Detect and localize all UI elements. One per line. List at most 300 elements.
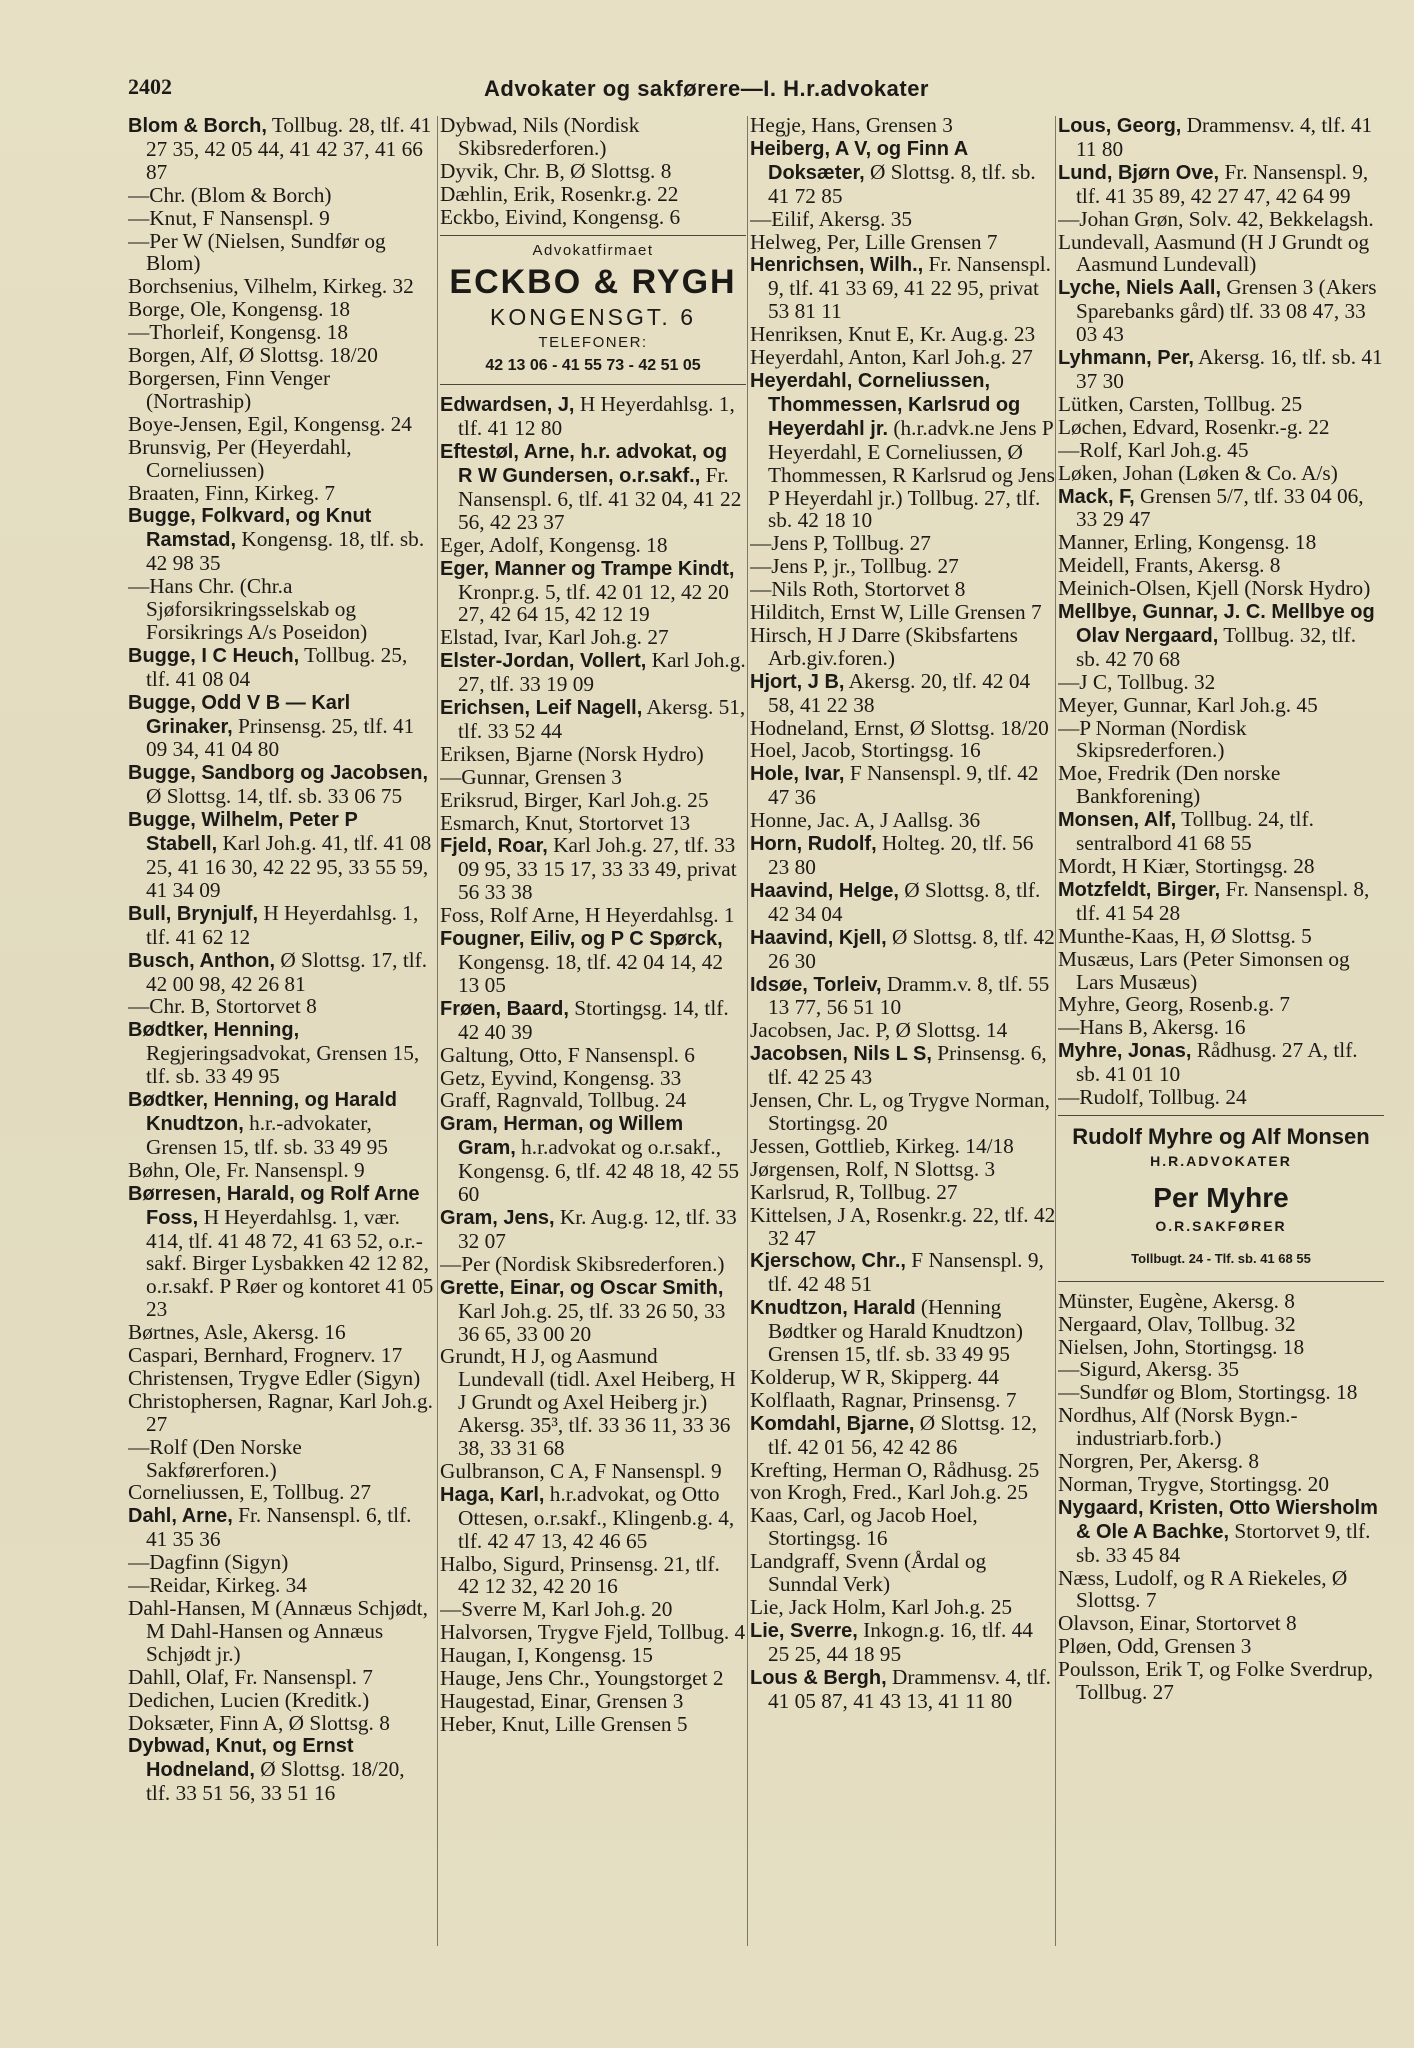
entry-text: Dyvik, Chr. B, Ø Slottsg. 8 (440, 158, 672, 183)
directory-entry (750, 208, 1056, 231)
ad-address: Tollbugt. 24 - Tlf. sb. 41 68 55 (1131, 1250, 1311, 1266)
entry-text: Dæhlin, Erik, Rosenkr.g. 22 (440, 181, 679, 206)
entry-text: Dedichen, Lucien (Kreditk.) (128, 1687, 370, 1712)
column-divider (747, 116, 748, 1946)
entry-name: Bull, Brynjulf, (128, 902, 258, 925)
entry-text: Christophersen, Ragnar, Karl Joh.g. 27 (128, 1388, 433, 1436)
directory-entry (440, 1644, 746, 1667)
entry-text: Dahll, Olaf, Fr. Nansenspl. 7 (128, 1664, 373, 1689)
entry-text: Munthe-Kaas, H, Ø Slottsg. 5 (1058, 923, 1312, 948)
entry-text: h.r.-advokater, Grensen 15, tlf. sb. 33 49 95 (146, 1110, 388, 1159)
directory-column-2 (440, 114, 746, 1944)
entry-text: Helweg, Per, Lille Grensen 7 (750, 229, 998, 254)
ad-address: KONGENSGT. 6 (490, 304, 696, 331)
entry-text: Kr. Aug.g. 12, tlf. 33 32 07 (458, 1204, 737, 1253)
directory-entry (750, 369, 1056, 532)
entry-name: Eger, Manner og Trampe Kindt, (440, 557, 735, 580)
directory-entry (750, 1181, 1056, 1204)
entry-text: Holteg. 20, tlf. 56 23 80 (768, 831, 1034, 879)
directory-entry (440, 626, 746, 649)
entry-text: —Rolf, Karl Joh.g. 45 (1058, 437, 1249, 462)
directory-entry (440, 927, 746, 997)
entry-text: Fr. Nansenspl. 6, tlf. 41 32 04, 41 22 56, 42 23 37 (458, 462, 742, 534)
entry-text: —Per W (Nielsen, Sundfør og Blom) (128, 228, 386, 276)
ad-person-role: O.R.SAKFØRER (1155, 1217, 1287, 1234)
directory-entry (128, 1436, 434, 1482)
directory-entry (128, 413, 434, 436)
directory-entry (128, 1182, 434, 1321)
entry-text: Rådhusg. 27 A, tlf. sb. 41 01 10 (1076, 1038, 1358, 1087)
directory-entry (440, 1460, 746, 1483)
entry-text: Heber, Knut, Lille Grensen 5 (440, 1711, 688, 1736)
entry-name: Jacobsen, Nils L S, (750, 1043, 932, 1066)
directory-entry (750, 1158, 1056, 1181)
entry-text: Hauge, Jens Chr., Youngstorget 2 (440, 1666, 724, 1691)
directory-entry (128, 114, 434, 184)
eckbo-rygh-advertisement (440, 235, 746, 386)
directory-entry (440, 1553, 746, 1599)
entry-text: Næss, Ludolf, og R A Riekeles, Ø Slottsg. 7 (1058, 1565, 1348, 1613)
column-2-top-entries (440, 114, 746, 229)
entry-text: Eckbo, Eivind, Kongensg. 6 (440, 204, 681, 229)
directory-entry (128, 482, 434, 505)
entry-name: Bødtker, Henning, og Harald Knudtzon, (128, 1089, 397, 1135)
entry-text: —Hans B, Akersg. 16 (1058, 1015, 1246, 1040)
entry-text: —Rudolf, Tollbug. 24 (1058, 1085, 1247, 1110)
directory-entry (750, 231, 1056, 254)
entry-text: Borgersen, Finn Venger (Nortraship) (128, 365, 331, 413)
directory-entry (128, 949, 434, 996)
entry-text: Fr. Nansenspl. 9, tlf. 41 33 69, 41 22 95, privat 53 81 11 (768, 252, 1051, 324)
page-number: 2402 (128, 74, 172, 99)
directory-entry (750, 1204, 1056, 1250)
entry-text: —Sverre M, Karl Joh.g. 20 (440, 1597, 673, 1622)
directory-entry (440, 1276, 746, 1346)
directory-entry (128, 644, 434, 691)
entry-name: Lous, Georg, (1058, 115, 1182, 137)
directory-entry (440, 1667, 746, 1690)
directory-entry (1058, 1358, 1384, 1381)
entry-name: Mack, F, (1058, 485, 1135, 508)
entry-text: —P Norman (Nordisk Skipsrederforen.) (1058, 715, 1247, 763)
entry-text: Eriksrud, Birger, Karl Joh.g. 25 (440, 787, 709, 812)
entry-text: Kaas, Carl, og Jacob Hoel, Stortingsg. 16 (750, 1503, 978, 1551)
entry-text: Lie, Jack Holm, Karl Joh.g. 25 (750, 1595, 1013, 1619)
directory-entry (1058, 1473, 1384, 1496)
directory-entry (1058, 600, 1384, 671)
directory-entry (750, 1089, 1056, 1135)
entry-name: Monsen, Alf, (1058, 809, 1177, 832)
entry-text: Fr. Nansenspl. 8, tlf. 41 54 28 (1076, 876, 1370, 925)
column-2-entries (440, 393, 746, 1736)
entry-text: F Nansenspl. 9, tlf. 42 48 51 (768, 1248, 1044, 1297)
entry-text: Manner, Erling, Kongensg. 18 (1058, 530, 1317, 555)
directory-entry (750, 624, 1056, 670)
entry-text: Honne, Jac. A, J Aallsg. 36 (750, 808, 981, 833)
directory-entry (440, 1690, 746, 1713)
entry-text: Moe, Fredrik (Den norske Bankforening) (1058, 761, 1281, 809)
entry-text: —Rolf (Den Norske Sakførerforen.) (128, 1434, 302, 1482)
entry-text: Karl Joh.g. 27, tlf. 33 09 95, 33 15 17, 33 33 49, privat 56 33 38 (458, 833, 737, 905)
entry-text: —Hans Chr. (Chr.a Sjøforsikringsselskab og Forsikrings A/s Poseidon) (128, 574, 368, 644)
entry-text: Karl Joh.g. 27, tlf. 33 19 09 (458, 648, 746, 697)
directory-entry (1058, 577, 1384, 600)
entry-text: Borgen, Alf, Ø Slottsg. 18/20 (128, 343, 378, 368)
entry-text: Graff, Ragnvald, Tollbug. 24 (440, 1088, 687, 1113)
directory-entry (128, 902, 434, 949)
directory-entry (750, 809, 1056, 832)
directory-entry (128, 436, 434, 482)
directory-entry (1058, 208, 1384, 231)
entry-text: Eger, Adolf, Kongensg. 18 (440, 532, 668, 557)
directory-entry (128, 1018, 434, 1088)
entry-text: Braaten, Finn, Kirkeg. 7 (128, 480, 336, 505)
entry-text: Heyerdahl, Anton, Karl Joh.g. 27 (750, 345, 1033, 370)
directory-entry (128, 1551, 434, 1574)
entry-text: (Henning Bødtker og Harald Knudtzon) Grensen 15, tlf. sb. 33 49 95 (768, 1295, 1023, 1367)
directory-entry (440, 393, 746, 440)
directory-entry (1058, 1658, 1384, 1704)
directory-entry (128, 1088, 434, 1159)
directory-entry (1058, 531, 1384, 554)
entry-text: Drammensv. 4, tlf. 41 05 87, 41 43 13, 41 11 80 (768, 1664, 1051, 1713)
entry-text: Kongensg. 18, tlf. 42 04 14, 42 13 05 (458, 950, 724, 997)
directory-entry (440, 1089, 746, 1112)
entry-text: Meidell, Frants, Akersg. 8 (1058, 553, 1281, 578)
directory-entry (440, 997, 746, 1044)
directory-entry (1058, 416, 1384, 439)
entry-text: Nordhus, Alf (Norsk Bygn.-industriarb.forb.) (1058, 1403, 1298, 1451)
directory-entry (1058, 762, 1384, 808)
entry-name: Myhre, Jonas, (1058, 1040, 1192, 1063)
directory-entry (1058, 1086, 1384, 1109)
directory-entry (440, 534, 746, 557)
directory-entry (440, 904, 746, 927)
entry-name: Motzfeldt, Birger, (1058, 878, 1221, 901)
directory-entry (750, 1389, 1056, 1412)
directory-entry (440, 789, 746, 812)
directory-entry (440, 649, 746, 696)
entry-text: von Krogh, Fred., Karl Joh.g. 25 (750, 1480, 1029, 1505)
directory-entry (128, 344, 434, 367)
entry-text: H Heyerdahlsg. 1, vær. 414, tlf. 41 48 72, 41 63 52, o.r.-sakf. Birger Lysbakken 42 12 82, o.r.sakf. P Røer og kontoret 41 05 23 (146, 1204, 434, 1322)
ad-firm-title: Rudolf Myhre og Alf Monsen (1072, 1123, 1370, 1149)
entry-text: Dramm.v. 8, tlf. 55 13 77, 56 51 10 (768, 971, 1050, 1020)
directory-entry (1058, 1039, 1384, 1086)
entry-text: Haugan, I, Kongensg. 15 (440, 1643, 653, 1668)
directory-entry (750, 1619, 1056, 1666)
entry-text: —Thorleif, Kongensg. 18 (128, 320, 349, 345)
directory-entry (1058, 1313, 1384, 1336)
directory-entry (750, 717, 1056, 740)
directory-entry (1058, 485, 1384, 532)
entry-name: Lie, Sverre, (750, 1619, 858, 1642)
entry-text: —Per (Nordisk Skibsrederforen.) (440, 1251, 725, 1276)
directory-entry (750, 1550, 1056, 1596)
entry-text: Lütken, Carsten, Tollbug. 25 (1058, 391, 1303, 416)
directory-entry (128, 321, 434, 344)
entry-name: Lund, Bjørn Ove, (1058, 161, 1220, 184)
entry-name: Busch, Anthon, (128, 949, 276, 972)
entry-text: —Jens P, jr., Tollbug. 27 (750, 554, 959, 579)
entry-text: Christensen, Trygve Edler (Sigyn) (128, 1365, 421, 1390)
directory-entry (750, 1504, 1056, 1550)
directory-entry (440, 1112, 746, 1206)
entry-text: Tollbug. 24, tlf. sentralbord 41 68 55 (1076, 807, 1314, 856)
directory-entry (1058, 1016, 1384, 1039)
entry-text: Fr. Nansenspl. 6, tlf. 41 35 36 (146, 1503, 412, 1552)
directory-entry (1058, 1496, 1384, 1567)
entry-name: Erichsen, Leif Nagell, (440, 697, 643, 720)
entry-text: —Dagfinn (Sigyn) (128, 1550, 289, 1575)
entry-text: Jensen, Chr. L, og Trygve Norman, Stortingsg. 20 (750, 1088, 1050, 1135)
directory-column-3 (750, 114, 1056, 1944)
entry-text: Borchsenius, Vilhelm, Kirkeg. 32 (128, 274, 414, 299)
entry-name: Komdahl, Bjarne, (750, 1412, 915, 1435)
entry-text: Dybwad, Nils (Nordisk Skibsrederforen.) (440, 114, 640, 160)
directory-entry (750, 1135, 1056, 1158)
directory-entry (1058, 462, 1384, 485)
entry-text: Pløen, Odd, Grensen 3 (1058, 1634, 1252, 1659)
directory-entry (750, 762, 1056, 809)
directory-entry (1058, 948, 1384, 994)
entry-text: Kittelsen, J A, Rosenkr.g. 22, tlf. 42 32 47 (750, 1202, 1056, 1250)
entry-text: Prinsensg. 6, tlf. 42 25 43 (768, 1041, 1047, 1090)
directory-column-4 (1058, 114, 1384, 1944)
entry-text: Jacobsen, Jac. P, Ø Slottsg. 14 (750, 1018, 1008, 1043)
directory-entry (440, 1253, 746, 1276)
column-4-entries (1058, 1290, 1384, 1704)
entry-text: Norman, Trygve, Stortingsg. 20 (1058, 1471, 1329, 1496)
directory-entry (128, 1481, 434, 1504)
entry-name: Kjerschow, Chr., (750, 1250, 906, 1273)
entry-text: Ø Slottsg. 12, tlf. 42 01 56, 42 42 86 (768, 1410, 1037, 1459)
directory-entry (440, 1713, 746, 1736)
directory-entry (440, 1483, 746, 1553)
directory-entry (440, 696, 746, 743)
entry-text: Myhre, Georg, Rosenb.g. 7 (1058, 992, 1291, 1017)
entry-name: Heiberg, A V, og Finn A Doksæter, (750, 137, 968, 184)
entry-text: Grensen 5/7, tlf. 33 04 06, 33 29 47 (1076, 483, 1364, 532)
entry-text: Hodneland, Ernst, Ø Slottsg. 18/20 (750, 715, 1049, 740)
entry-text: Landgraff, Svenn (Årdal og Sunndal Verk) (750, 1549, 987, 1597)
page-header (124, 74, 1414, 108)
entry-text: Corneliussen, E, Tollbug. 27 (128, 1480, 372, 1505)
entry-text: Løchen, Edvard, Rosenkr.-g. 22 (1058, 414, 1330, 439)
entry-text: Fr. Nansenspl. 9, tlf. 41 35 89, 42 27 47, 42 64 99 (1076, 159, 1369, 208)
directory-entry (128, 230, 434, 276)
directory-entry (1058, 925, 1384, 948)
directory-entry (750, 1019, 1056, 1042)
directory-entry (1058, 161, 1384, 208)
entry-text: —Sigurd, Akersg. 35 (1058, 1357, 1240, 1382)
directory-entry (440, 1044, 746, 1067)
directory-entry (440, 114, 746, 160)
entry-text: Mordt, H Kiær, Stortingsg. 28 (1058, 854, 1315, 878)
directory-entry (750, 1249, 1056, 1296)
entry-text: Borge, Ole, Kongensg. 18 (128, 297, 351, 322)
directory-entry (750, 253, 1056, 323)
entry-text: Bøhn, Ole, Fr. Nansenspl. 9 (128, 1157, 365, 1182)
entry-text: Henriksen, Knut E, Kr. Aug.g. 23 (750, 322, 1036, 347)
entry-text: Lundevall, Aasmund (H J Grundt og Aasmund Lundevall) (1058, 229, 1370, 277)
entry-text: Nergaard, Olav, Tollbug. 32 (1058, 1311, 1296, 1336)
directory-entry (1058, 1381, 1384, 1404)
entry-name: Haga, Karl, (440, 1483, 545, 1506)
directory-entry (128, 1689, 434, 1712)
entry-text: Ø Slottsg. 17, tlf. 42 00 98, 42 26 81 (146, 947, 428, 996)
directory-entry (750, 1481, 1056, 1504)
directory-entry (750, 879, 1056, 926)
directory-entry (128, 275, 434, 298)
entry-text: Tollbug. 28, tlf. 41 27 35, 42 05 44, 41 42 37, 41 66 87 (146, 114, 432, 184)
directory-entry (128, 298, 434, 321)
directory-entry (750, 739, 1056, 762)
myhre-monsen-advertisement (1058, 1115, 1384, 1282)
entry-text: Getz, Eyvind, Kongensg. 33 (440, 1065, 682, 1090)
entry-text: Elstad, Ivar, Karl Joh.g. 27 (440, 625, 669, 650)
entry-text: Tollbug. 25, tlf. 41 08 04 (146, 642, 408, 691)
directory-entry (750, 1366, 1056, 1389)
entry-text: Caspari, Bernhard, Frognerv. 17 (128, 1343, 403, 1368)
entry-name: Gram, Herman, og Willem Gram, (440, 1113, 684, 1160)
entry-name: Dahl, Arne, (128, 1505, 233, 1528)
entry-text: Ø Slottsg. 8, tlf. 42 34 04 (768, 877, 1041, 926)
directory-entry (440, 440, 746, 534)
entry-text: Ø Slottsg. 8, tlf. 42 26 30 (768, 924, 1055, 973)
directory-entry (128, 1666, 434, 1689)
entry-text: Hilditch, Ernst W, Lille Grensen 7 (750, 600, 1042, 625)
entry-name: Mellbye, Gunnar, J. C. Mellbye og Olav Nergaard, (1058, 601, 1375, 647)
directory-entry (128, 207, 434, 230)
entry-text: Eriksen, Bjarne (Norsk Hydro) (440, 741, 704, 766)
entry-text: Poulsson, Erik T, og Folke Sverdrup, Tollbug. 27 (1058, 1657, 1374, 1705)
directory-entry (1058, 855, 1384, 878)
entry-text: Kongensg. 18, tlf. sb. 42 98 35 (146, 527, 425, 576)
directory-entry (1058, 554, 1384, 577)
entry-text: Krefting, Herman O, Rådhusg. 25 (750, 1457, 1040, 1482)
entry-name: Fjeld, Roar, (440, 835, 548, 858)
entry-name: Eftestøl, Arne, h.r. advokat, og R W Gundersen, o.r.sakf., (440, 441, 728, 487)
directory-entry (128, 1712, 434, 1735)
entry-text: Meyer, Gunnar, Karl Joh.g. 45 (1058, 692, 1318, 717)
entry-name: Knudtzon, Harald (750, 1297, 916, 1320)
directory-entry (440, 1206, 746, 1253)
directory-entry (1058, 878, 1384, 925)
entry-text: Prinsensg. 25, tlf. 41 09 34, 41 04 80 (146, 713, 415, 762)
entry-text: (h.r.advk.ne Jens P Heyerdahl, E Corneliussen, Ø Thommessen, R Karlsrud og Jens P Heyerdahl jr.) Tollbug. 27, tlf. sb. 42 18 10 (768, 415, 1055, 533)
entry-text: —Sundfør og Blom, Stortingsg. 18 (1058, 1380, 1358, 1405)
directory-entry (750, 532, 1056, 555)
entry-text: Hirsch, H J Darre (Skibsfartens Arb.giv.foren.) (750, 622, 1018, 670)
directory-entry (750, 578, 1056, 601)
directory-entry (750, 1666, 1056, 1713)
directory-entry (440, 743, 746, 766)
entry-text: Karl Joh.g. 25, tlf. 33 26 50, 33 36 65, 33 00 20 (458, 1298, 726, 1346)
entry-text: Ø Slottsg. 8, tlf. sb. 41 72 85 (768, 159, 1036, 208)
entry-text: Ø Slottsg. 14, tlf. sb. 33 06 75 (146, 784, 403, 809)
directory-entry (128, 1504, 434, 1551)
entry-text: Norgren, Per, Akersg. 8 (1058, 1449, 1260, 1474)
entry-name: Idsøe, Torleiv, (750, 973, 882, 996)
entry-text: —Eilif, Akersg. 35 (750, 206, 913, 231)
entry-text: —Jens P, Tollbug. 27 (750, 531, 931, 556)
entry-name: Bødtker, Henning, (128, 1019, 300, 1042)
entry-name: Horn, Rudolf, (750, 833, 877, 856)
directory-entry (1058, 346, 1384, 393)
entry-text: Kolflaath, Ragnar, Prinsensg. 7 (750, 1387, 1017, 1412)
entry-text: Tollbug. 32, tlf. sb. 42 70 68 (1076, 622, 1357, 671)
directory-entry (750, 601, 1056, 624)
entry-name: Bugge, Odd V B — Karl Grinaker, (128, 691, 351, 738)
entry-text: —Johan Grøn, Solv. 42, Bekkelagsh. (1058, 206, 1374, 231)
directory-entry (750, 114, 1056, 137)
column-4-top-entries (1058, 114, 1384, 1109)
entry-text: Doksæter, Finn A, Ø Slottsg. 8 (128, 1710, 390, 1735)
directory-entry (128, 1574, 434, 1597)
directory-entry (750, 1042, 1056, 1089)
entry-text: Meinich-Olsen, Kjell (Norsk Hydro) (1058, 576, 1371, 601)
entry-text: Akersg. 16, tlf. sb. 41 37 30 (1076, 345, 1383, 393)
directory-entry (128, 1159, 434, 1182)
directory-entry (128, 575, 434, 644)
directory-entry (440, 834, 746, 904)
directory-entry (128, 1390, 434, 1436)
entry-name: Bugge, Folkvard, og Knut Ramstad, (128, 505, 372, 552)
entry-name: Børresen, Harald, og Rolf Arne Foss, (128, 1182, 420, 1229)
entry-text: Stortingsg. 14, tlf. 42 40 39 (458, 995, 729, 1044)
entry-text: Stortorvet 9, tlf. sb. 33 45 84 (1076, 1518, 1371, 1567)
directory-entry (1058, 1567, 1384, 1613)
directory-entry (128, 691, 434, 762)
entry-text: H Heyerdahlsg. 1, tlf. 41 62 12 (146, 900, 419, 949)
entry-text: Boye-Jensen, Egil, Kongensg. 24 (128, 411, 412, 436)
entry-name: Lyhmann, Per, (1058, 347, 1194, 370)
directory-entry (1058, 1404, 1384, 1450)
ad-phone-label: TELEFONER: (538, 334, 648, 352)
entry-text: Dahl-Hansen, M (Annæus Schjødt, M Dahl-Hansen og Annæus Schjødt jr.) (128, 1596, 428, 1666)
directory-entry (440, 206, 746, 229)
directory-entry (440, 1598, 746, 1621)
directory-entry (1058, 808, 1384, 855)
entry-text: Løken, Johan (Løken & Co. A/s) (1058, 460, 1338, 485)
directory-column-1 (128, 114, 434, 1944)
entry-name: Haavind, Kjell, (750, 926, 887, 949)
directory-entry (1058, 993, 1384, 1016)
entry-name: Frøen, Baard, (440, 997, 569, 1020)
directory-entry (440, 766, 746, 789)
directory-entry (750, 1459, 1056, 1482)
entry-text: Kolderup, W R, Skipperg. 44 (750, 1364, 1000, 1389)
entry-text: Karl Joh.g. 41, tlf. 41 08 25, 41 16 30, 42 22 95, 33 55 59, 41 34 09 (146, 831, 432, 902)
directory-entry (1058, 694, 1384, 717)
directory-entry (750, 832, 1056, 879)
entry-text: Halvorsen, Trygve Fjeld, Tollbug. 4 (440, 1620, 746, 1645)
entry-text: H Heyerdahlsg. 1, tlf. 41 12 80 (458, 392, 735, 441)
entry-text: Akersg. 51, tlf. 33 52 44 (458, 695, 746, 743)
entry-text: Hoel, Jacob, Stortingsg. 16 (750, 738, 981, 763)
entry-name: Dybwad, Knut, og Ernst Hodneland, (128, 1735, 354, 1782)
entry-name: Haavind, Helge, (750, 879, 899, 902)
entry-text: Nielsen, John, Stortingsg. 18 (1058, 1334, 1305, 1359)
directory-entry (128, 1597, 434, 1666)
entry-text: Drammensv. 4, tlf. 41 11 80 (1076, 114, 1373, 161)
entry-text: h.r.advokat og o.r.sakf., Kongensg. 6, tlf. 42 48 18, 42 55 60 (458, 1135, 739, 1207)
directory-entry (1058, 1450, 1384, 1473)
directory-entry (128, 995, 434, 1018)
entry-text: Inkogn.g. 16, tlf. 44 25 25, 44 18 95 (768, 1617, 1033, 1666)
directory-entry (750, 670, 1056, 717)
